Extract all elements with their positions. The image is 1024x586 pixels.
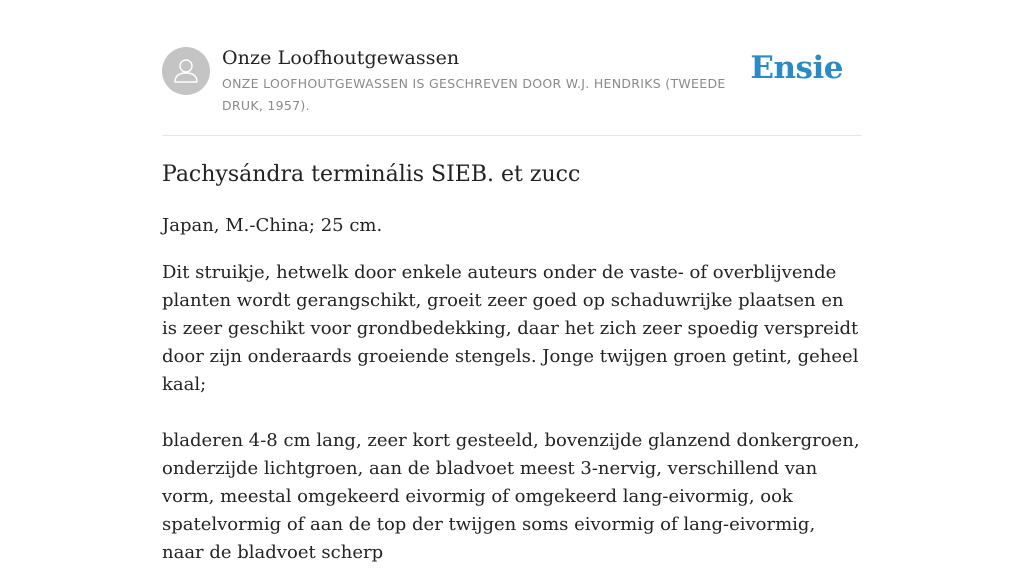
brand-logo[interactable]: Ensie bbox=[750, 50, 843, 86]
source-description: ONZE LOOFHOUTGEWASSEN IS GESCHREVEN DOOR W.J. HENDRIKS (TWEEDE DRUK, 1957). bbox=[222, 76, 726, 113]
source-avatar[interactable] bbox=[162, 47, 210, 95]
article-content bbox=[162, 212, 862, 586]
header-divider bbox=[162, 135, 862, 136]
source-info bbox=[222, 46, 752, 117]
article-title: Pachysándra terminális SIEB. et zucc bbox=[162, 162, 581, 187]
user-icon bbox=[162, 47, 210, 95]
article-origin: Japan, M.-China; 25 cm. bbox=[162, 215, 383, 236]
source-title[interactable]: Onze Loofhoutgewassen bbox=[222, 47, 460, 69]
source-header bbox=[162, 46, 862, 118]
article-paragraph-2: bladeren 4-8 cm lang, zeer kort gesteeld, bovenzijde glanzend donkergroen, onderzijde lichtgroen, aan de bladvoet meest 3-nervig, verschillend van vorm, meestal omgekeerd eivormig of omgekeerd lang-eivormig, ook spatelvormig of aan de top der twijgen soms eivormig of lang-eivormig, naar de bladvoet scherp bbox=[162, 430, 860, 563]
article-paragraph-1: Dit struikje, hetwelk door enkele auteurs onder de vaste- of overblijvende planten wordt gerangschikt, groeit zeer goed op schaduwrijke plaatsen en is zeer geschikt voor grondbedekking, daar het zich zeer spoedig verspreidt door zijn onderaards groeiende stengels. Jonge twijgen groen getint, geheel kaal; bbox=[162, 262, 859, 395]
